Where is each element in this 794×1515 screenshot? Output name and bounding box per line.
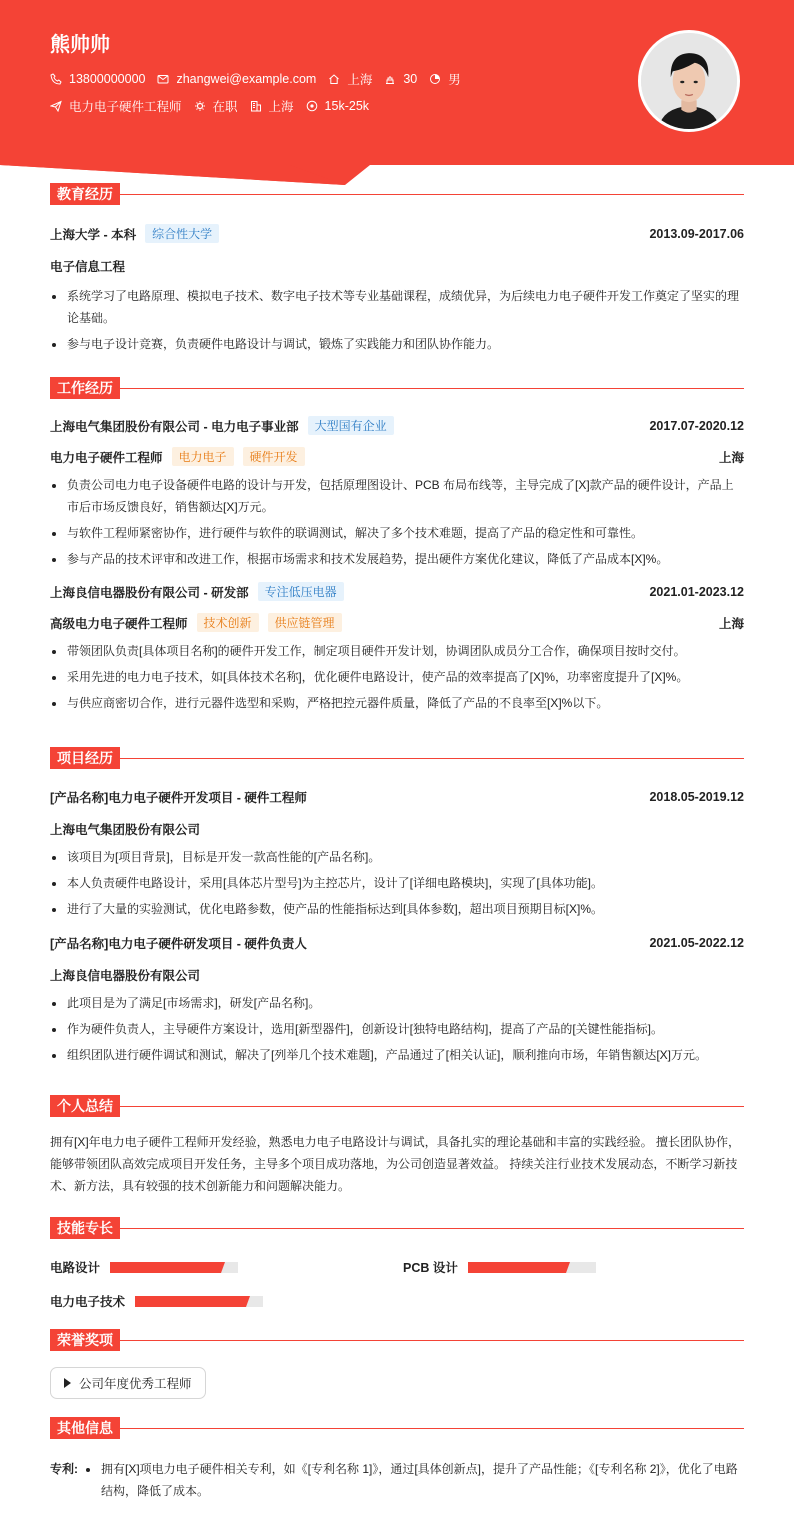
candidate-name: 熊帅帅 — [50, 34, 110, 56]
hometown-item: 上海 — [328, 70, 372, 88]
skill-item — [403, 1258, 596, 1276]
salary-item: 15k-25k — [306, 99, 369, 113]
skill-tag: 硬件开发 — [243, 447, 305, 466]
skill-name: PCB 设计 — [403, 1261, 458, 1275]
section-divider — [50, 1106, 744, 1107]
section-title: 项目经历 — [50, 747, 120, 769]
section-header — [50, 1329, 744, 1351]
list-item: 拥有[X]项电力电子硬件相关专利，如《[专利名称 1]》，通过[具体创新点]，提升了产品性能；《[专利名称 2]》，优化了电路结构，降低了成本。 — [84, 1458, 744, 1502]
section-header — [50, 1417, 744, 1439]
section-title: 工作经历 — [50, 377, 120, 399]
job-position-row — [50, 613, 744, 632]
job-company-row — [50, 582, 744, 601]
section-title: 教育经历 — [50, 183, 120, 205]
school-tag: 综合性大学 — [145, 224, 219, 243]
skill-bar-fill — [135, 1296, 246, 1307]
status-icon — [194, 100, 206, 112]
caret-right-icon — [64, 1378, 71, 1388]
section-divider — [50, 1428, 744, 1429]
education-row — [50, 224, 744, 243]
list-item: 系统学习了电路原理、模拟电子技术、数字电子技术等专业基础课程，成绩优异，为后续电力电子硬件开发工作奠定了坚实的理论基础。 — [50, 285, 744, 329]
project-name: [产品名称]电力电子硬件研发项目 - 硬件负责人 — [50, 937, 307, 951]
education-period: 2013.09-2017.06 — [649, 226, 744, 241]
skill-tag: 供应链管理 — [268, 613, 342, 632]
company-tag: 专注低压电器 — [258, 582, 344, 601]
section-header — [50, 1095, 744, 1117]
section-header — [50, 1217, 744, 1239]
section-divider — [50, 1340, 744, 1341]
skill-item — [50, 1258, 238, 1276]
skill-tag: 技术创新 — [197, 613, 259, 632]
job-period: 2017.07-2020.12 — [649, 418, 744, 433]
list-item: 作为硬件负责人，主导硬件方案设计，选用[新型器件]，创新设计[独特电路结构]，提高了产品的[关键性能指标]。 — [50, 1018, 744, 1040]
position-name: 电力电子硬件工程师 — [50, 450, 163, 465]
company-name: 上海电气集团股份有限公司 - 电力电子事业部 — [50, 419, 299, 434]
section-title: 其他信息 — [50, 1417, 120, 1439]
company-name: 上海良信电器股份有限公司 - 研发部 — [50, 585, 249, 600]
gender-icon — [429, 73, 441, 85]
city-item: 上海 — [250, 97, 294, 115]
phone-item: 13800000000 — [50, 72, 145, 86]
avatar-portrait-icon — [641, 33, 737, 129]
job-bullets — [50, 640, 744, 714]
skill-bar — [135, 1296, 263, 1307]
awards-section — [50, 1329, 744, 1399]
skill-tag: 电力电子 — [172, 447, 234, 466]
list-item: 采用先进的电力电子技术，如[具体技术名称]，优化硬件电路设计，使产品的效率提高了[X]%，功率密度提升了[X]%。 — [50, 666, 744, 688]
gender-item: 男 — [429, 70, 461, 88]
list-item: 该项目为[项目背景]，目标是开发一款高性能的[产品名称]。 — [50, 846, 744, 868]
major-name: 电子信息工程 — [50, 260, 126, 274]
section-divider — [50, 758, 744, 759]
email-item: zhangwei@example.com — [157, 72, 316, 86]
avatar — [638, 30, 740, 132]
skills-section — [50, 1217, 744, 1312]
project-bullets — [50, 992, 744, 1066]
skill-name: 电路设计 — [50, 1261, 101, 1275]
job-location: 上海 — [718, 616, 744, 631]
list-item: 与供应商密切合作，进行元器件选型和采购，严格把控元器件质量，降低了产品的不良率至[X]%以下。 — [50, 692, 744, 714]
skill-name: 电力电子技术 — [50, 1295, 126, 1309]
project-period: 2018.05-2019.12 — [649, 790, 744, 804]
project-company: 上海电气集团股份有限公司 — [50, 823, 201, 837]
patent-bullets — [84, 1458, 744, 1502]
home-icon — [328, 73, 340, 85]
job-position-row — [50, 447, 744, 466]
skill-bar-fill — [110, 1262, 221, 1273]
patent-row — [50, 1458, 744, 1502]
education-bullets — [50, 285, 744, 355]
list-item: 负责公司电力电子设备硬件电路的设计与开发，包括原理图设计、PCB 布局布线等，主导完成了[X]款产品的硬件设计，产品上市后市场反馈良好，销售额达[X]万元。 — [50, 474, 744, 518]
list-item: 参与电子设计竞赛，负责硬件电路设计与调试，锻炼了实践能力和团队协作能力。 — [50, 333, 744, 355]
position-name: 高级电力电子硬件工程师 — [50, 616, 188, 631]
summary-section — [50, 1095, 744, 1197]
job-location: 上海 — [718, 450, 744, 465]
section-divider — [50, 388, 744, 389]
skill-bar — [468, 1262, 596, 1273]
company-tag: 大型国有企业 — [308, 416, 394, 435]
school-name: 上海大学 - 本科 — [50, 227, 137, 242]
job-bullets — [50, 474, 744, 570]
project-row — [50, 934, 744, 952]
salary-icon — [306, 100, 318, 112]
section-header — [50, 747, 744, 769]
section-header — [50, 183, 744, 205]
list-item: 此项目是为了满足[市场需求]，研发[产品名称]。 — [50, 992, 744, 1014]
age-icon — [384, 73, 396, 85]
projects-section — [50, 747, 744, 1066]
project-row — [50, 788, 744, 806]
section-divider — [50, 1228, 744, 1229]
project-company: 上海良信电器股份有限公司 — [50, 969, 201, 983]
list-item: 参与产品的技术评审和改进工作，根据市场需求和技术发展趋势，提出硬件方案优化建议，降低了产品成本[X]%。 — [50, 548, 744, 570]
skill-bar-fill — [468, 1262, 566, 1273]
section-title: 荣誉奖项 — [50, 1329, 120, 1351]
patent-label: 专利: — [50, 1462, 78, 1476]
job-intent-row — [50, 97, 381, 115]
list-item: 本人负责硬件电路设计，采用[具体芯片型号]为主控芯片，设计了[详细电路模块]，实现了[具体功能]。 — [50, 872, 744, 894]
project-period: 2021.05-2022.12 — [649, 936, 744, 950]
contact-row — [50, 70, 473, 88]
status-item: 在职 — [194, 97, 238, 115]
list-item: 与软件工程师紧密协作，进行硬件与软件的联调测试，解决了多个技术难题，提高了产品的稳定性和可靠性。 — [50, 522, 744, 544]
section-title: 技能专长 — [50, 1217, 120, 1239]
skill-item — [50, 1292, 263, 1310]
summary-text: 拥有[X]年电力电子硬件工程师开发经验，熟悉电力电子电路设计与调试，具备扎实的理论基础和丰富的实践经验。 擅长团队协作，能够带领团队高效完成项目开发任务，主导多个项目成功落地，为公司创造显著效益。 持续关注行业技术发展动态，不断学习新技术、新方法，具有较强的技术创新能力和问题解决能力。 — [50, 1135, 741, 1193]
list-item: 组织团队进行硬件调试和测试，解决了[列举几个技术难题]，产品通过了[相关认证]，顺利推向市场，年销售额达[X]万元。 — [50, 1044, 744, 1066]
job-period: 2021.01-2023.12 — [649, 584, 744, 599]
list-item: 进行了大量的实验测试，优化电路参数，使产品的性能指标达到[具体参数]，超出项目预期目标[X]%。 — [50, 898, 744, 920]
project-bullets — [50, 846, 744, 920]
award-name: 公司年度优秀工程师 — [79, 1377, 192, 1391]
list-item: 带领团队负责[具体项目名称]的硬件开发工作，制定项目硬件开发计划，协调团队成员分工合作，确保项目按时交付。 — [50, 640, 744, 662]
building-icon — [250, 100, 262, 112]
job-intent-item: 电力电子硬件工程师 — [50, 97, 182, 115]
section-title: 个人总结 — [50, 1095, 120, 1117]
skill-bar — [110, 1262, 238, 1273]
send-icon — [50, 100, 62, 112]
job-company-row — [50, 416, 744, 435]
other-section — [50, 1417, 744, 1502]
education-section — [50, 183, 744, 355]
award-item[interactable] — [50, 1367, 206, 1399]
section-divider — [50, 194, 744, 195]
age-item: 30 — [384, 72, 417, 86]
work-section — [50, 377, 744, 714]
section-header — [50, 377, 744, 399]
phone-icon — [50, 73, 62, 85]
mail-icon — [157, 73, 169, 85]
project-name: [产品名称]电力电子硬件开发项目 - 硬件工程师 — [50, 791, 307, 805]
